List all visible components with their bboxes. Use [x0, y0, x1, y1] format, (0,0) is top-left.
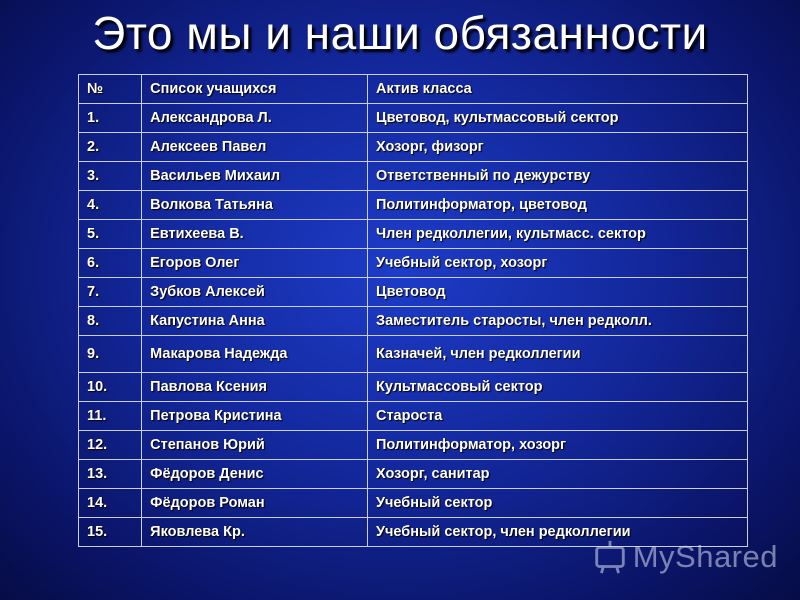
- row-number: 4.: [79, 191, 142, 220]
- watermark-text: MyShared: [632, 539, 778, 574]
- row-number: 14.: [79, 489, 142, 518]
- duties-table: [78, 74, 748, 547]
- student-duty: Учебный сектор, хозорг: [367, 249, 747, 278]
- row-number: 15.: [79, 518, 142, 547]
- row-number: 13.: [79, 460, 142, 489]
- student-name: Зубков Алексей: [142, 278, 368, 307]
- table-row: [79, 104, 748, 133]
- row-number: 10.: [79, 373, 142, 402]
- student-name: Капустина Анна: [142, 307, 368, 336]
- student-name: Васильев Михаил: [142, 162, 368, 191]
- table-row: [79, 336, 748, 373]
- row-number: 6.: [79, 249, 142, 278]
- student-duty: Культмассовый сектор: [367, 373, 747, 402]
- row-number: 8.: [79, 307, 142, 336]
- student-duty: Цветовод: [367, 278, 747, 307]
- table-row: [79, 489, 748, 518]
- student-name: Степанов Юрий: [142, 431, 368, 460]
- watermark: [591, 538, 778, 576]
- slide-title: Это мы и наши обязанности: [92, 7, 708, 59]
- row-number: 5.: [79, 220, 142, 249]
- student-duty: Казначей, член редколлегии: [367, 336, 747, 373]
- student-name: Макарова Надежда: [142, 336, 368, 373]
- student-duty: Учебный сектор, член редколлегии: [367, 518, 747, 547]
- header-number: №: [79, 75, 142, 104]
- student-duty: Хозорг, санитар: [367, 460, 747, 489]
- row-number: 2.: [79, 133, 142, 162]
- row-number: 9.: [79, 336, 142, 373]
- student-name: Фёдоров Денис: [142, 460, 368, 489]
- table-header-row: [79, 75, 748, 104]
- student-duty: Староста: [367, 402, 747, 431]
- table-row: [79, 373, 748, 402]
- header-class-activists: Актив класса: [367, 75, 747, 104]
- row-number: 1.: [79, 104, 142, 133]
- table-row: [79, 162, 748, 191]
- student-name: Алексеев Павел: [142, 133, 368, 162]
- student-name: Егоров Олег: [142, 249, 368, 278]
- row-number: 3.: [79, 162, 142, 191]
- table-row: [79, 249, 748, 278]
- student-name: Евтихеева В.: [142, 220, 368, 249]
- student-name: Павлова Ксения: [142, 373, 368, 402]
- student-name: Яковлева Кр.: [142, 518, 368, 547]
- student-duty: Ответственный по дежурству: [367, 162, 747, 191]
- table-row: [79, 191, 748, 220]
- header-student-list: Список учащихся: [142, 75, 368, 104]
- student-duty: Хозорг, физорг: [367, 133, 747, 162]
- table-row: [79, 278, 748, 307]
- student-duty: Член редколлегии, культмасс. сектор: [367, 220, 747, 249]
- table-row: [79, 402, 748, 431]
- student-duty: Учебный сектор: [367, 489, 747, 518]
- table-row: [79, 460, 748, 489]
- table-row: [79, 307, 748, 336]
- table-row: [79, 431, 748, 460]
- row-number: 11.: [79, 402, 142, 431]
- row-number: 7.: [79, 278, 142, 307]
- student-duty: Цветовод, культмассовый сектор: [367, 104, 747, 133]
- student-name: Волкова Татьяна: [142, 191, 368, 220]
- student-name: Александрова Л.: [142, 104, 368, 133]
- table-row: [79, 133, 748, 162]
- row-number: 12.: [79, 431, 142, 460]
- myshared-logo-icon: [591, 538, 629, 576]
- student-name: Петрова Кристина: [142, 402, 368, 431]
- student-duty: Заместитель старосты, член редколл.: [367, 307, 747, 336]
- student-name: Фёдоров Роман: [142, 489, 368, 518]
- student-duty: Политинформатор, хозорг: [367, 431, 747, 460]
- table-row: [79, 220, 748, 249]
- student-duty: Политинформатор, цветовод: [367, 191, 747, 220]
